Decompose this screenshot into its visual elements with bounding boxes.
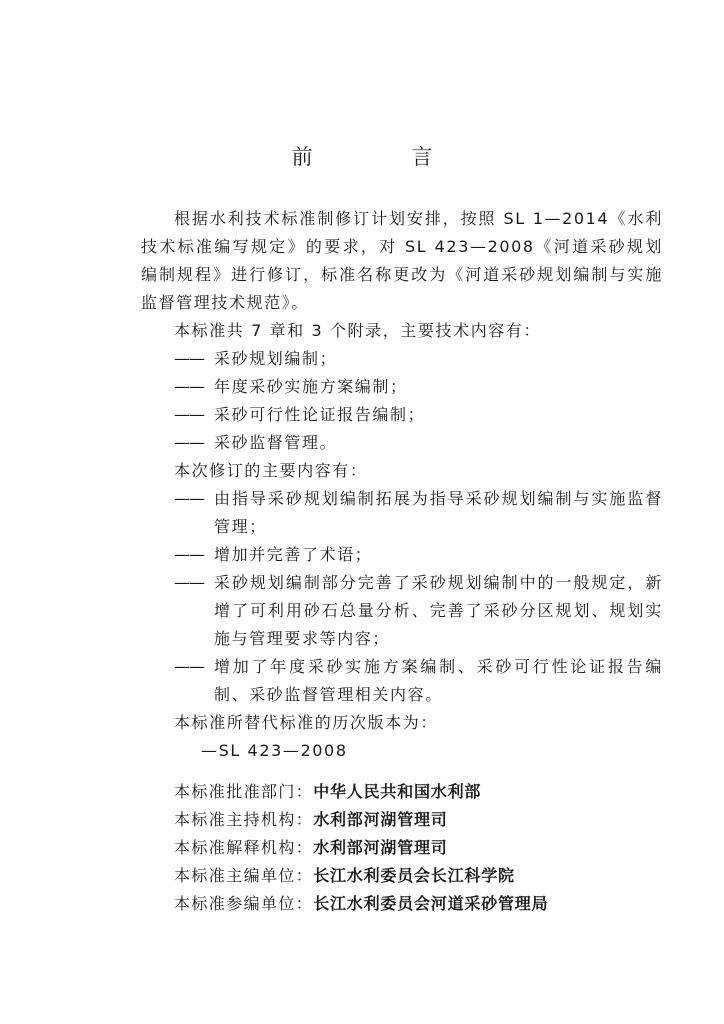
dash-mark: —— — [174, 545, 204, 564]
approval-row — [174, 890, 548, 918]
approval-row — [174, 862, 548, 890]
dash-mark: —— — [174, 657, 204, 676]
content-item — [141, 345, 663, 373]
content-intro: 本标准共 7 章和 3 个附录，主要技术内容有： — [174, 321, 542, 340]
dash-mark: —— — [174, 349, 204, 368]
content-item-text: 采砂规划编制； — [214, 349, 338, 368]
approval-row — [174, 806, 548, 834]
dash-mark: —— — [174, 489, 204, 508]
approval-value: 水利部河湖管理司 — [313, 838, 448, 857]
approval-row — [174, 778, 548, 806]
content-item-text: 采砂监督管理。 — [214, 433, 338, 452]
revision-item — [141, 653, 663, 709]
dash-mark: —— — [174, 573, 204, 592]
dash-mark: —— — [174, 405, 204, 424]
page-title: 前 言 — [291, 145, 479, 169]
approval-label: 本标准参编单位： — [174, 894, 314, 913]
content-item — [141, 429, 663, 457]
revision-intro: 本次修订的主要内容有： — [174, 461, 368, 480]
dash-mark: —— — [174, 377, 204, 396]
revision-item — [141, 485, 663, 541]
content-item — [141, 401, 663, 429]
approval-value: 长江水利委员会河道采砂管理局 — [313, 894, 549, 913]
history-intro: 本标准所替代标准的历次版本为： — [174, 713, 439, 732]
revision-item-text: 由指导采砂规划编制拓展为指导采砂规划编制与实施监督管理； — [214, 489, 663, 536]
revision-item — [141, 569, 663, 653]
revision-item-text: 增加了年度采砂实施方案编制、采砂可行性论证报告编制、采砂监督管理相关内容。 — [214, 657, 663, 704]
content-item-text: 采砂可行性论证报告编制； — [214, 405, 426, 424]
approval-label: 本标准解释机构： — [174, 838, 314, 857]
history-version: —SL 423—2008 — [201, 741, 348, 760]
revision-item-text: 采砂规划编制部分完善了采砂规划编制中的一般规定，新增了可利用砂石总量分析、完善了采砂分区规划、规划实施与管理要求等内容； — [214, 573, 663, 648]
approval-value: 中华人民共和国水利部 — [313, 782, 482, 801]
approval-block — [174, 778, 548, 918]
approval-row — [174, 834, 548, 862]
content-item-text: 年度采砂实施方案编制； — [214, 377, 408, 396]
approval-value: 水利部河湖管理司 — [313, 810, 448, 829]
intro-paragraph: 根据水利技术标准制修订计划安排，按照 SL 1—2014《水利技术标准编写规定》的要求，对 SL 423—2008《河道采砂规划编制规程》进行修订，标准名称更改为《河道采砂规划编制与实施监督管理技术规范》。 — [141, 209, 663, 312]
revision-item — [141, 541, 663, 569]
approval-label: 本标准主持机构： — [174, 810, 314, 829]
approval-label: 本标准批准部门： — [174, 782, 314, 801]
body-text — [141, 205, 663, 765]
approval-value: 长江水利委员会长江科学院 — [313, 866, 515, 885]
content-item — [141, 373, 663, 401]
approval-label: 本标准主编单位： — [174, 866, 314, 885]
revision-item-text: 增加并完善了术语； — [214, 545, 373, 564]
dash-mark: —— — [174, 433, 204, 452]
